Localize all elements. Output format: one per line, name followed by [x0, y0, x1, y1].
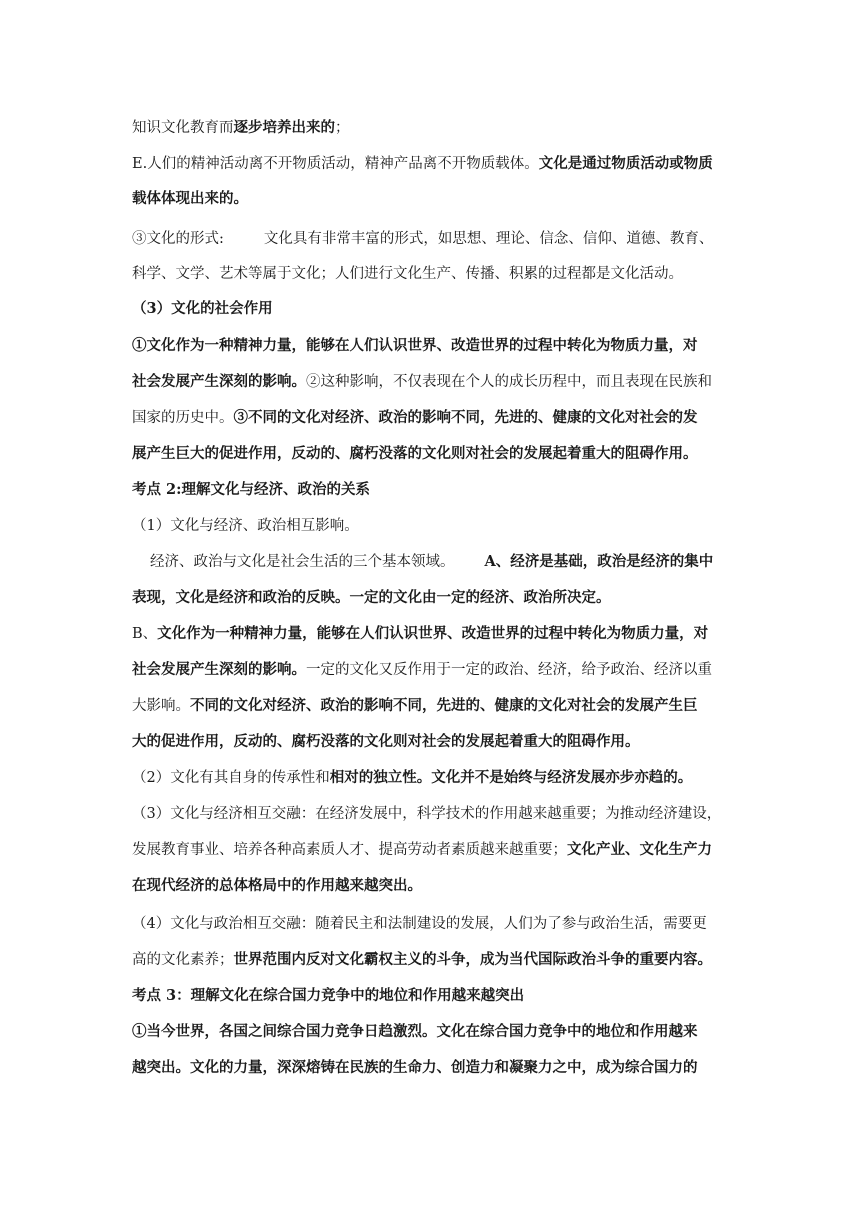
text-line-1: 知识文化教育而逐步培养出来的；: [132, 119, 350, 136]
text-line-8: 社会发展产生深刻的影响。②这种影响，不仅表现在个人的成长历程中，而且表现在民族和: [132, 373, 712, 390]
text-line-2: E.人们的精神活动离不开物质活动，精神产品离不开物质载体。文化是通过物质活动或物质: [132, 155, 713, 172]
text-line-27: 越突出。文化的力量，深深熔铸在民族的生命力、创造力和凝聚力之中，成为综合国力的: [132, 1059, 698, 1076]
topic-heading-3: 考点 3：理解文化在综合国力竞争中的地位和作用越来越突出: [132, 987, 525, 1004]
text-line-12: （1）文化与经济、政治相互影响。: [132, 518, 359, 534]
section-heading-3: （3）文化的社会作用: [132, 300, 273, 317]
text-line-17: 大影响。不同的文化对经济、政治的影响不同，先进的、健康的文化对社会的发展产生巨: [132, 697, 698, 714]
text-line-15: B、文化作为一种精神力量，能够在人们认识世界、改造世界的过程中转化为物质力量，对: [132, 625, 709, 642]
text-line-16: 社会发展产生深刻的影响。一定的文化又反作用于一定的政治、经济，给予政治、经济以重: [132, 661, 712, 678]
text-line-19: （2）文化有其自身的传承性和相对的独立性。文化并不是始终与经济发展亦步亦趋的。: [132, 769, 693, 786]
text-line-22: 在现代经济的总体格局中的作用越来越突出。: [132, 877, 422, 894]
text-line-7: ①文化作为一种精神力量，能够在人们认识世界、改造世界的过程中转化为物质力量，对: [132, 337, 698, 354]
topic-heading-2: 考点 2:理解文化与经济、政治的关系: [132, 481, 370, 498]
text-line-4: ③文化的形式: 文化具有非常丰富的形式，如思想、理论、信念、信仰、道德、教育、: [132, 231, 714, 247]
text-line-10: 展产生巨大的促进作用，反动的、腐朽没落的文化则对社会的发展起着重大的阻碍作用。: [132, 445, 698, 462]
text-line-23: （4）文化与政治相互交融：随着民主和法制建设的发展，人们为了参与政治生活，需要更: [132, 916, 707, 932]
text-line-20: （3）文化与经济相互交融：在经济发展中，科学技术的作用越来越重要；为推动经济建设，: [132, 806, 722, 822]
text-line-3: 载体体现出来的。: [132, 190, 248, 207]
text-line-21: 发展教育事业、培养各种高素质人才、提高劳动者素质越来越重要；文化产业、文化生产力: [132, 841, 712, 858]
text-line-13: 经济、政治与文化是社会生活的三个基本领域。 A、经济是基础，政治是经济的集中: [150, 553, 714, 570]
text-line-14: 表现，文化是经济和政治的反映。一定的文化由一定的经济、政治所决定。: [132, 589, 611, 606]
text-line-18: 大的促进作用，反动的、腐朽没落的文化则对社会的发展起着重大的阻碍作用。: [132, 733, 640, 750]
text-line-5: 科学、文学、艺术等属于文化；人们进行文化生产、传播、积累的过程都是文化活动。: [132, 266, 683, 282]
text-line-24: 高的文化素养；世界范围内反对文化霸权主义的斗争，成为当代国际政治斗争的重要内容。: [132, 951, 712, 968]
text-line-9: 国家的历史中。③不同的文化对经济、政治的影响不同，先进的、健康的文化对社会的发: [132, 409, 698, 426]
text-line-26: ①当今世界，各国之间综合国力竞争日趋激烈。文化在综合国力竞争中的地位和作用越来: [132, 1023, 698, 1040]
